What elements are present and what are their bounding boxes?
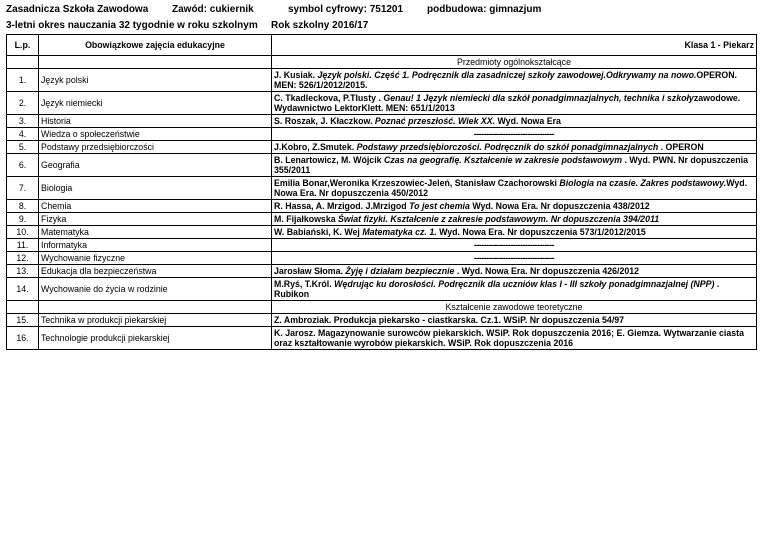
table-row xyxy=(7,128,757,141)
textbook-entry xyxy=(272,327,757,350)
textbook-author: J.Kobro, Z.Smutek. xyxy=(274,141,357,152)
table-row xyxy=(7,213,757,226)
no-textbook: --------------------------------- xyxy=(272,239,757,252)
table-header-row xyxy=(7,35,757,56)
textbook-title: Czas na geografię. Kształcenie w zakresie podstawowym xyxy=(383,154,623,165)
textbook-author: C. Tkadleckova, P.Tlusty . xyxy=(274,92,384,103)
table-row xyxy=(7,239,757,252)
textbook-publisher: Wyd. Nowa Era. Nr dopuszczenia 438/2012 xyxy=(469,200,650,211)
row-number: 16. xyxy=(7,327,39,350)
subject-name: Technika w produkcji piekarskiej xyxy=(39,314,272,327)
textbook-title: Genau! 1 Język niemiecki dla szkół ponadgimnazjalnych, technika i szkoły xyxy=(383,92,694,103)
table-row xyxy=(7,92,757,115)
textbook-publisher: zawodowe. Wydawnictwo LektorKlett. MEN: 651/1/2013 xyxy=(274,92,741,113)
textbook-author: S. Roszak, J. Kłaczkow. xyxy=(274,115,375,126)
textbook-entry xyxy=(272,226,757,239)
textbook-table xyxy=(6,34,757,350)
textbook-title: Świat fizyki. Kształcenie z zakresie podstawowym. Nr dopuszczenia 394/2011 xyxy=(338,213,660,224)
textbook-entry xyxy=(272,92,757,115)
table-row xyxy=(7,141,757,154)
row-number: 10. xyxy=(7,226,39,239)
textbook-entry xyxy=(272,115,757,128)
textbook-author: M.Ryś, T.Król. xyxy=(274,278,335,289)
textbook-entry xyxy=(272,141,757,154)
subject-name: Podstawy przedsiębiorczości xyxy=(39,141,272,154)
subject-name: Matematyka xyxy=(39,226,272,239)
textbook-publisher: Wyd. Nowa Era. Nr dopuszczenia 573/1/2012/2015 xyxy=(436,226,646,237)
section-spacer xyxy=(7,56,39,69)
section-spacer xyxy=(39,56,272,69)
textbook-author: J. Kusiak. xyxy=(274,69,318,80)
textbook-entry xyxy=(272,265,757,278)
row-number: 2. xyxy=(7,92,39,115)
section-general-row xyxy=(7,56,757,69)
section-general-title: Przedmioty ogólnokształcące xyxy=(272,56,757,69)
row-number: 15. xyxy=(7,314,39,327)
section-vocational-title: Kształcenie zawodowe teoretyczne xyxy=(272,301,757,314)
col-lp-header: L.p. xyxy=(7,35,39,56)
period-label: 3-letni okres nauczania 32 tygodnie w roku szkolnym xyxy=(6,20,258,31)
subject-name: Chemia xyxy=(39,200,272,213)
table-row xyxy=(7,265,757,278)
subject-name: Wychowanie fizyczne xyxy=(39,252,272,265)
textbook-publisher: . Wyd. Nowa Era. Nr dopuszczenia 426/2012 xyxy=(454,265,640,276)
table-row xyxy=(7,154,757,177)
subject-name: Informatyka xyxy=(39,239,272,252)
row-number: 6. xyxy=(7,154,39,177)
subject-name: Technologie produkcji piekarskiej xyxy=(39,327,272,350)
school-name: Zasadnicza Szkoła Zawodowa xyxy=(6,4,149,15)
subject-name: Fizyka xyxy=(39,213,272,226)
textbook-author: Emilia Bonar,Weronika Krzeszowiec-Jeleń, Stanisław Czachorowski xyxy=(274,177,560,188)
textbook-title: Język polski. Część 1. Podręcznik dla zasadniczej szkoły zawodowej.Odkrywamy na nowo. xyxy=(317,69,697,80)
textbook-title: Matematyka cz. 1. xyxy=(362,226,437,237)
row-number: 4. xyxy=(7,128,39,141)
textbook-entry xyxy=(272,69,757,92)
table-row xyxy=(7,226,757,239)
subject-name: Język polski xyxy=(39,69,272,92)
subject-name: Geografia xyxy=(39,154,272,177)
subject-name: Historia xyxy=(39,115,272,128)
textbook-author: Jarosław Słoma. xyxy=(274,265,346,276)
textbook-title: To jest chemia xyxy=(409,200,470,211)
row-number: 8. xyxy=(7,200,39,213)
textbook-publisher: Wyd. Nowa Era. Nr dopuszczenia 450/2012 xyxy=(274,177,748,198)
school-year-label: Rok szkolny 2016/17 xyxy=(271,20,369,31)
textbook-publisher: . OPERON xyxy=(658,141,704,152)
textbook-entry xyxy=(272,278,757,301)
textbook-entry xyxy=(272,314,757,327)
textbook-author: W. Babiański, K. Wej xyxy=(274,226,363,237)
row-number: 1. xyxy=(7,69,39,92)
section-vocational-row xyxy=(7,301,757,314)
row-number: 7. xyxy=(7,177,39,200)
subject-name: Wiedza o społeczeństwie xyxy=(39,128,272,141)
row-number: 12. xyxy=(7,252,39,265)
profession-label: Zawód: cukiernik xyxy=(172,4,254,15)
basis-label: podbudowa: gimnazjum xyxy=(427,4,542,15)
textbook-entry xyxy=(272,177,757,200)
no-textbook: --------------------------------- xyxy=(272,252,757,265)
textbook-publisher: Wyd. Nowa Era xyxy=(495,115,561,126)
row-number: 9. xyxy=(7,213,39,226)
textbook-entry xyxy=(272,154,757,177)
textbook-title: Wędrując ku dorosłości. Podręcznik dla uczniów klas I - III szkoły ponadgimnazjalnej (NPP) xyxy=(334,278,715,289)
textbook-author: M. Fijałkowska xyxy=(274,213,339,224)
table-row xyxy=(7,327,757,350)
col-subject-header: Obowiązkowe zajęcia edukacyjne xyxy=(39,35,272,56)
subject-name: Biologia xyxy=(39,177,272,200)
table-row xyxy=(7,115,757,128)
textbook-author: K. Jarosz. Magazynowanie surowców piekarskich. WSiP. Rok dopuszczenia 2016; E. Giemza. Wytwarzanie ciasta oraz kształtowanie wyrobów piekarskich. WSiP. Rok dopuszczenia 2016 xyxy=(274,327,744,348)
textbook-entry xyxy=(272,213,757,226)
textbook-publisher: OPERON. MEN: 526/1/2012/2015. xyxy=(274,69,737,90)
textbook-title: Biologia na czasie. Zakres podstawowy. xyxy=(559,177,727,188)
row-number: 13. xyxy=(7,265,39,278)
row-number: 14. xyxy=(7,278,39,301)
textbook-publisher: . Wyd. PWN. Nr dopuszczenia 355/2011 xyxy=(274,154,749,175)
section-spacer xyxy=(39,301,272,314)
textbook-author: R. Hassa, A. Mrzigod. J.Mrzigod xyxy=(274,200,410,211)
table-row xyxy=(7,314,757,327)
table-row xyxy=(7,177,757,200)
subject-name: Edukacja dla bezpieczeństwa xyxy=(39,265,272,278)
table-row xyxy=(7,69,757,92)
table-row xyxy=(7,200,757,213)
subject-name: Język niemiecki xyxy=(39,92,272,115)
subject-name: Wychowanie do życia w rodzinie xyxy=(39,278,272,301)
table-row xyxy=(7,252,757,265)
class-title: Klasa 1 - Piekarz xyxy=(272,35,757,56)
table-row xyxy=(7,278,757,301)
row-number: 3. xyxy=(7,115,39,128)
textbook-author: B. Lenartowicz, M. Wójcik xyxy=(274,154,384,165)
textbook-title: Żyję i działam bezpiecznie xyxy=(345,265,455,276)
textbook-title: Poznać przeszłość. Wiek XX. xyxy=(374,115,496,126)
section-spacer xyxy=(7,301,39,314)
row-number: 11. xyxy=(7,239,39,252)
textbook-title: Podstawy przedsiębiorczości. Podręcznik do szkół ponadgimnazjalnych xyxy=(356,141,659,152)
row-number: 5. xyxy=(7,141,39,154)
no-textbook: --------------------------------- xyxy=(272,128,757,141)
symbol-label: symbol cyfrowy: 751201 xyxy=(288,4,404,15)
textbook-publisher: . Rubikon xyxy=(274,278,720,299)
textbook-entry xyxy=(272,200,757,213)
textbook-author: Z. Ambroziak. Produkcja piekarsko - ciastkarska. Cz.1. WSiP. Nr dopuszczenia 54/97 xyxy=(274,314,625,325)
